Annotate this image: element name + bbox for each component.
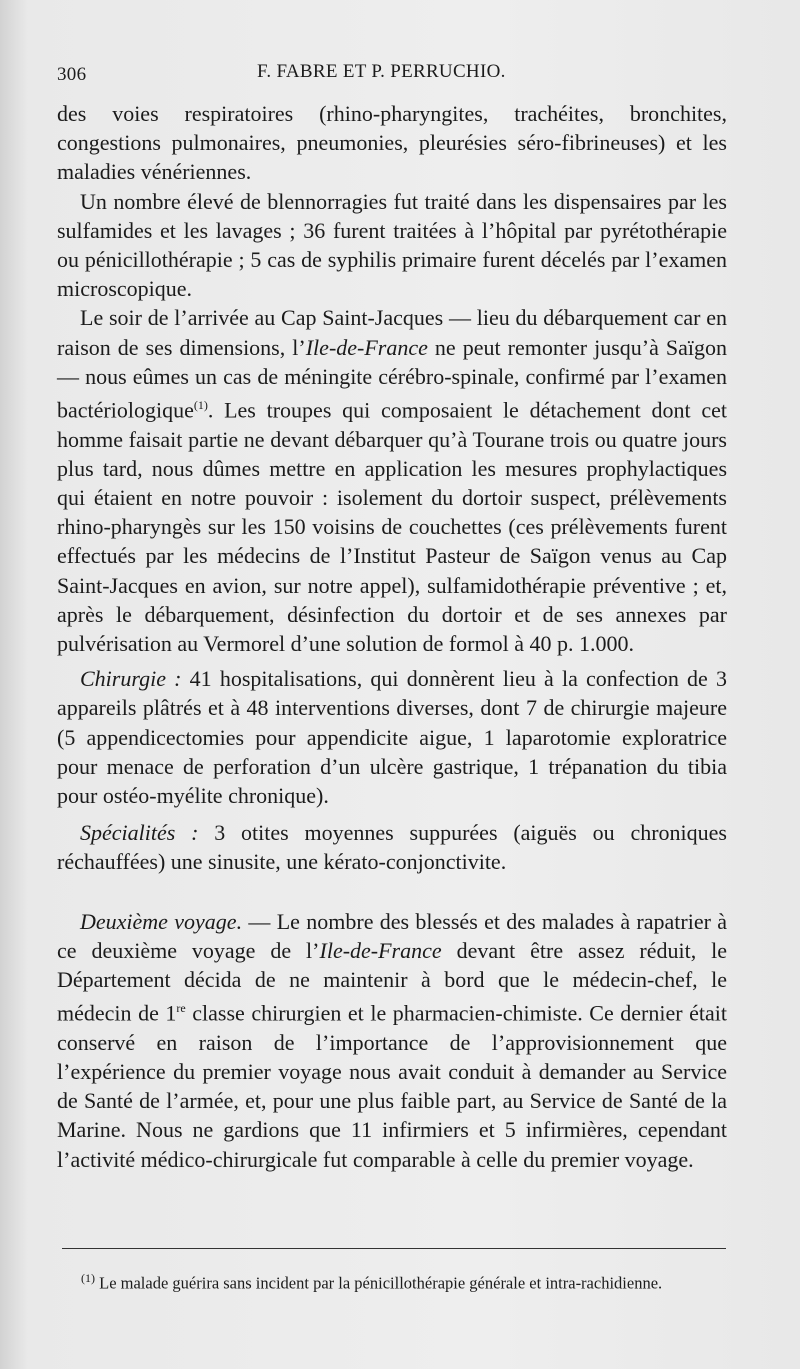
section-label: Spécialités : xyxy=(80,820,199,846)
body-text xyxy=(57,99,727,1174)
paragraph-specialites xyxy=(57,818,727,876)
paragraph-continued: des voies respiratoires (rhino-pharyngites, trachéites, bronchites, congestions pulmonaires, pneumonies, pleurésies séro-fibrineuses) et les maladies vénériennes. xyxy=(57,101,727,185)
section-label: Chirurgie : xyxy=(80,666,182,692)
paragraph-text: . Les troupes qui composaient le détachement dont cet homme faisait partie ne devant débarquer qu’à Tourane trois ou quatre jours plus tard, nous dûmes mettre en application les mesures prophylactiques qui étaient en notre pouvoir : isolement du dortoir suspect, prélèvements rhino-pharyngès sur les 150 voisins de couchettes (ces prélèvements furent effectués par les médecins de l’Institut Pasteur de Saïgon venus au Cap Saint-Jacques en avion, sur notre appel), sulfamidothérapie préventive ; et, après le débarquement, désinfection du dortoir et de ses annexes par pulvérisation au Vermorel d’une solution de formol à 40 p. 1.000. xyxy=(57,397,727,656)
page-number: 306 xyxy=(57,64,87,85)
paragraph-text: — Le nombre des blessés et des malades à rapatrier à ce deuxième voyage de l’ xyxy=(57,908,727,963)
running-head: F. FABRE ET P. PERRUCHIO. xyxy=(257,61,506,82)
page-header xyxy=(57,56,737,92)
ordinal-superscript: re xyxy=(176,1001,186,1016)
ship-name: Ile-de-France xyxy=(319,937,442,963)
footnote-marker: (1) xyxy=(81,1271,95,1285)
footnote-reference[interactable]: (1) xyxy=(193,398,208,413)
paragraph-chirurgie xyxy=(57,664,727,810)
paragraph-text: 3 otites moyennes suppurées (aiguës ou chroniques réchauffées) une sinusite, une kérato-conjonctivite. xyxy=(57,820,727,875)
section-heading: Deuxième voyage. xyxy=(80,908,243,934)
paragraph-blennorragies: Un nombre élevé de blennorragies fut traité dans les dispensaires par les sulfamides et les lavages ; 36 furent traitées à l’hôpital par pyrétothérapie ou pénicillothérapie ; 5 cas de syphilis primaire furent décelés par l’examen microscopique. xyxy=(57,188,727,302)
footnote-divider xyxy=(62,1248,726,1249)
footnote-body: Le malade guérira sans incident par la pénicillothérapie générale et intra-rachidienne. xyxy=(95,1273,663,1293)
paragraph-text: 41 hospitalisations, qui donnèrent lieu à la confection de 3 appareils plâtrés et à 48 interventions diverses, dont 7 de chirurgie majeure (5 appendicectomies pour appendicite aigue, 1 laparotomie exploratrice pour menace de perforation d’un ulcère gastrique, 1 trépanation du tibia pour ostéo-myélite chronique). xyxy=(57,666,727,808)
ship-name: Ile-de-France xyxy=(305,334,428,360)
paragraph-meningite xyxy=(57,303,727,658)
paragraph-text: devant être assez réduit, le Département décida de ne maintenir à bord que le médecin-chef, le médecin de 1 xyxy=(57,937,728,1026)
footnote xyxy=(57,1267,725,1295)
paragraph-text: ne peut remonter jusqu’à Saïgon — nous eûmes un cas de méningite cérébro-spinale, confirmé par l’examen bactériologique xyxy=(57,334,727,423)
paragraph-deuxieme-voyage xyxy=(57,907,727,1174)
paragraph-text: classe chirurgien et le pharmacien-chimiste. Ce dernier était conservé en raison de l’importance de l’approvisionnement que l’expérience du premier voyage nous avait conduit à demander au Service de Santé de l’armée, et, pour une plus faible part, au Service de Santé de la Marine. Nous ne gardions que 11 infirmiers et 5 infirmières, cependant l’activité médico-chirurgicale fut comparable à celle du premier voyage. xyxy=(57,1000,727,1172)
paragraph-text: Le soir de l’arrivée au Cap Saint-Jacques — lieu du débarquement car en raison de ses dimensions, l’ xyxy=(57,305,727,360)
footnote-text xyxy=(57,1267,725,1295)
